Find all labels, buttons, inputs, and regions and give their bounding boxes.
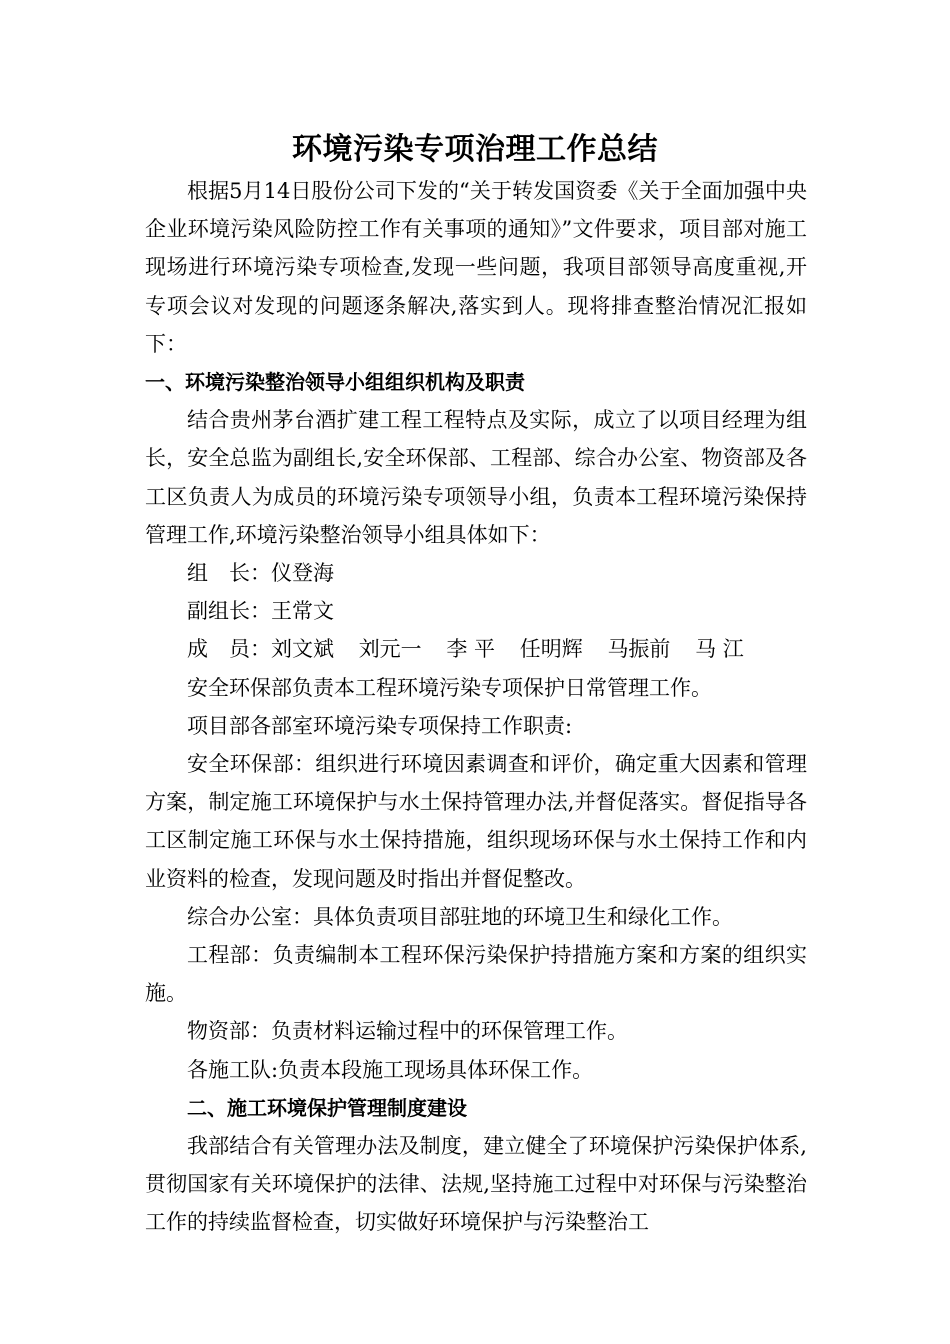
document-title: 环境污染专项治理工作总结	[292, 132, 658, 167]
section2-heading: 二、施工环境保护管理制度建设	[187, 1095, 467, 1120]
member-name: 李 平	[446, 637, 496, 662]
duty-office: 综合办公室：具体负责项目部驻地的环境卫生和绿化工作。	[187, 904, 733, 929]
group-leader: 组 长：仪登海	[187, 561, 334, 586]
group-members	[145, 630, 807, 668]
document-body	[145, 172, 807, 1242]
duty-teams: 各施工队:负责本段施工现场具体环保工作。	[187, 1057, 594, 1082]
duty-materials: 物资部：负责材料运输过程中的环保管理工作。	[187, 1019, 628, 1044]
member-name: 马 江	[695, 637, 744, 662]
section1-heading: 一、环境污染整治领导小组组织机构及职责	[145, 370, 525, 395]
member-name: 任明辉	[519, 637, 583, 662]
member-name: 马振前	[607, 637, 671, 662]
group-deputy: 副组长：王常文	[187, 599, 334, 624]
section2-paragraph: 我部结合有关管理办法及制度，建立健全了环境保护污染保护体系,贯彻国家有关环境保护的法律、法规,坚持施工过程中对环保与污染整治工作的持续监督检查，切实做好环境保护与污染整治工	[145, 1134, 807, 1235]
duty-safety-dept: 安全环保部：组织进行环境因素调查和评价，确定重大因素和管理方案，制定施工环境保护与水土保持管理办法,并督促落实。督促指导各工区制定施工环保与水土保持措施，组织现场环保与水土保持工作和内业资料的检查，发现问题及时指出并督促整改。	[145, 752, 807, 891]
duties-intro: 项目部各部室环境污染专项保持工作职责:	[187, 713, 573, 738]
duty-engineering: 工程部：负责编制本工程环保污染保护持措施方案和方案的组织实施。	[145, 943, 807, 1006]
member-name: 刘元一	[358, 637, 422, 662]
members-label: 成 员：刘文斌	[187, 637, 334, 662]
intro-paragraph: 根据5月14日股份公司下发的“关于转发国资委《关于全面加强中央企业环境污染风险防控工作有关事项的通知》”文件要求，项目部对施工现场进行环境污染专项检查,发现一些问题，我项目部领导高度重视,开专项会议对发现的问题逐条解决,落实到人。现将排查整治情况汇报如下：	[145, 179, 807, 356]
section1-paragraph: 结合贵州茅台酒扩建工程工程特点及实际，成立了以项目经理为组长，安全总监为副组长,安全环保部、工程部、综合办公室、物资部及各工区负责人为成员的环境污染专项领导小组，负责本工程环境污染保持管理工作,环境污染整治领导小组具体如下：	[145, 408, 807, 547]
daily-management: 安全环保部负责本工程环境污染专项保护日常管理工作。	[187, 675, 712, 700]
